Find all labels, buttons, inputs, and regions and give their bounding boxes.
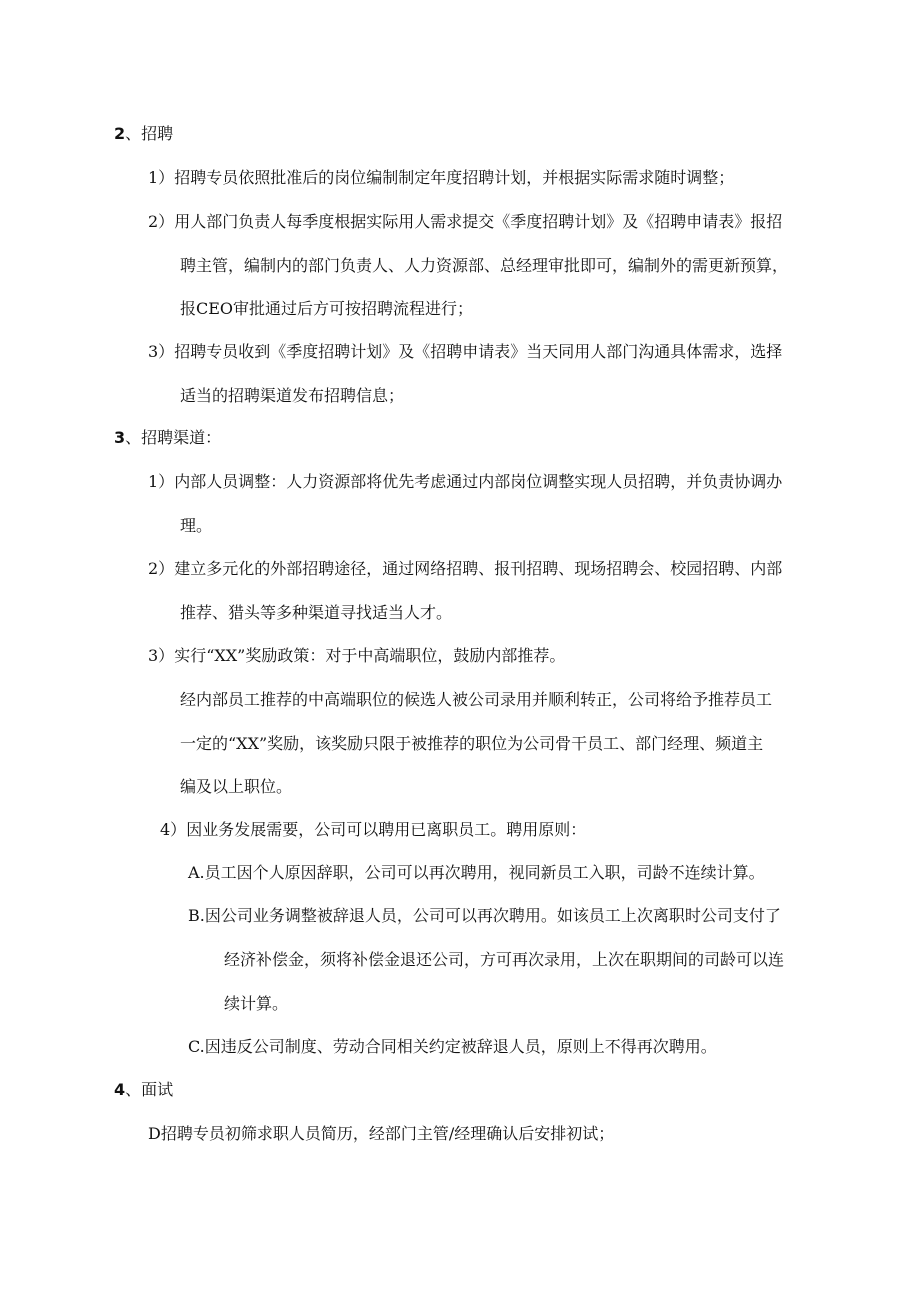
sub-item-label: B.: [188, 906, 205, 925]
item-text: 招聘专员依照批准后的岗位编制制定年度招聘计划，并根据实际需求随时调整；: [174, 168, 735, 187]
sub-item-text: 员工因个人原因辞职，公司可以再次聘用，视同新员工入职，司龄不连续计算。: [204, 863, 765, 882]
item-continuation: 适当的招聘渠道发布招聘信息；: [180, 386, 405, 405]
section-4-heading: [114, 1080, 173, 1100]
sub-item-label: C.: [188, 1037, 205, 1056]
list-item: [148, 168, 734, 188]
section-title: 、招聘: [125, 124, 174, 143]
item-marker: 3）: [148, 342, 175, 361]
item-marker: 1）: [148, 472, 175, 491]
list-item: [148, 1124, 614, 1144]
item-marker: 4）: [160, 820, 187, 839]
sub-item: [188, 1037, 717, 1057]
section-number: 3: [114, 428, 126, 447]
list-item: [160, 820, 586, 840]
item-text: 招聘专员初筛求职人员简历，经部门主管/经理确认后安排初试；: [160, 1124, 615, 1143]
item-text: 实行“XX”奖励政策：对于中高端职位，鼓励内部推荐。: [174, 646, 566, 665]
paragraph-line: 编及以上职位。: [180, 777, 293, 796]
paragraph-line: 经内部员工推荐的中高端职位的候选人被公司录用并顺利转正，公司将给予推荐员工: [180, 690, 773, 709]
sub-item-label: A.: [188, 863, 205, 882]
item-text: 用人部门负责人每季度根据实际用人需求提交《季度招聘计划》及《招聘申请表》报招: [174, 212, 783, 231]
item-continuation: 聘主管，编制内的部门负责人、人力资源部、总经理审批即可，编制外的需更新预算，: [180, 256, 789, 275]
section-3-heading: [114, 428, 221, 448]
item-text: 建立多元化的外部招聘途径，通过网络招聘、报刊招聘、现场招聘会、校园招聘、内部: [174, 559, 783, 578]
list-item: [148, 342, 782, 362]
sub-item-text: 因公司业务调整被辞退人员，公司可以再次聘用。如该员工上次离职时公司支付了: [204, 906, 781, 925]
item-marker: 1）: [148, 168, 175, 187]
item-text: 因业务发展需要，公司可以聘用已离职员工。聘用原则：: [186, 820, 587, 839]
item-text: 内部人员调整：人力资源部将优先考虑通过内部岗位调整实现人员招聘，并负责协调办: [174, 472, 783, 491]
sub-item: [188, 906, 781, 926]
sub-item: [188, 863, 765, 883]
item-continuation: 理。: [180, 516, 213, 535]
item-text: 招聘专员收到《季度招聘计划》及《招聘申请表》当天同用人部门沟通具体需求，选择: [174, 342, 783, 361]
list-item: [148, 646, 565, 666]
item-marker: D: [148, 1124, 161, 1143]
item-continuation: 报CEO审批通过后方可按招聘流程进行；: [180, 299, 474, 318]
section-number: 4: [114, 1080, 126, 1099]
item-marker: 2）: [148, 212, 175, 231]
section-number: 2: [114, 124, 126, 143]
list-item: [148, 472, 782, 492]
sub-item-text: 因违反公司制度、劳动合同相关约定被辞退人员，原则上不得再次聘用。: [204, 1037, 717, 1056]
paragraph-line: 一定的“XX”奖励，该奖励只限于被推荐的职位为公司骨干员工、部门经理、频道主: [180, 734, 764, 753]
list-item: [148, 559, 782, 579]
sub-item-continuation: 续计算。: [224, 994, 289, 1013]
list-item: [148, 212, 782, 232]
item-marker: 3）: [148, 646, 175, 665]
section-title: 、面试: [125, 1080, 174, 1099]
sub-item-continuation: 经济补偿金，须将补偿金退还公司，方可再次录用，上次在职期间的司龄可以连: [224, 950, 785, 969]
item-continuation: 推荐、猎头等多种渠道寻找适当人才。: [180, 603, 453, 622]
item-marker: 2）: [148, 559, 175, 578]
section-2-heading: [114, 124, 173, 144]
section-title: 、招聘渠道：: [125, 428, 222, 447]
